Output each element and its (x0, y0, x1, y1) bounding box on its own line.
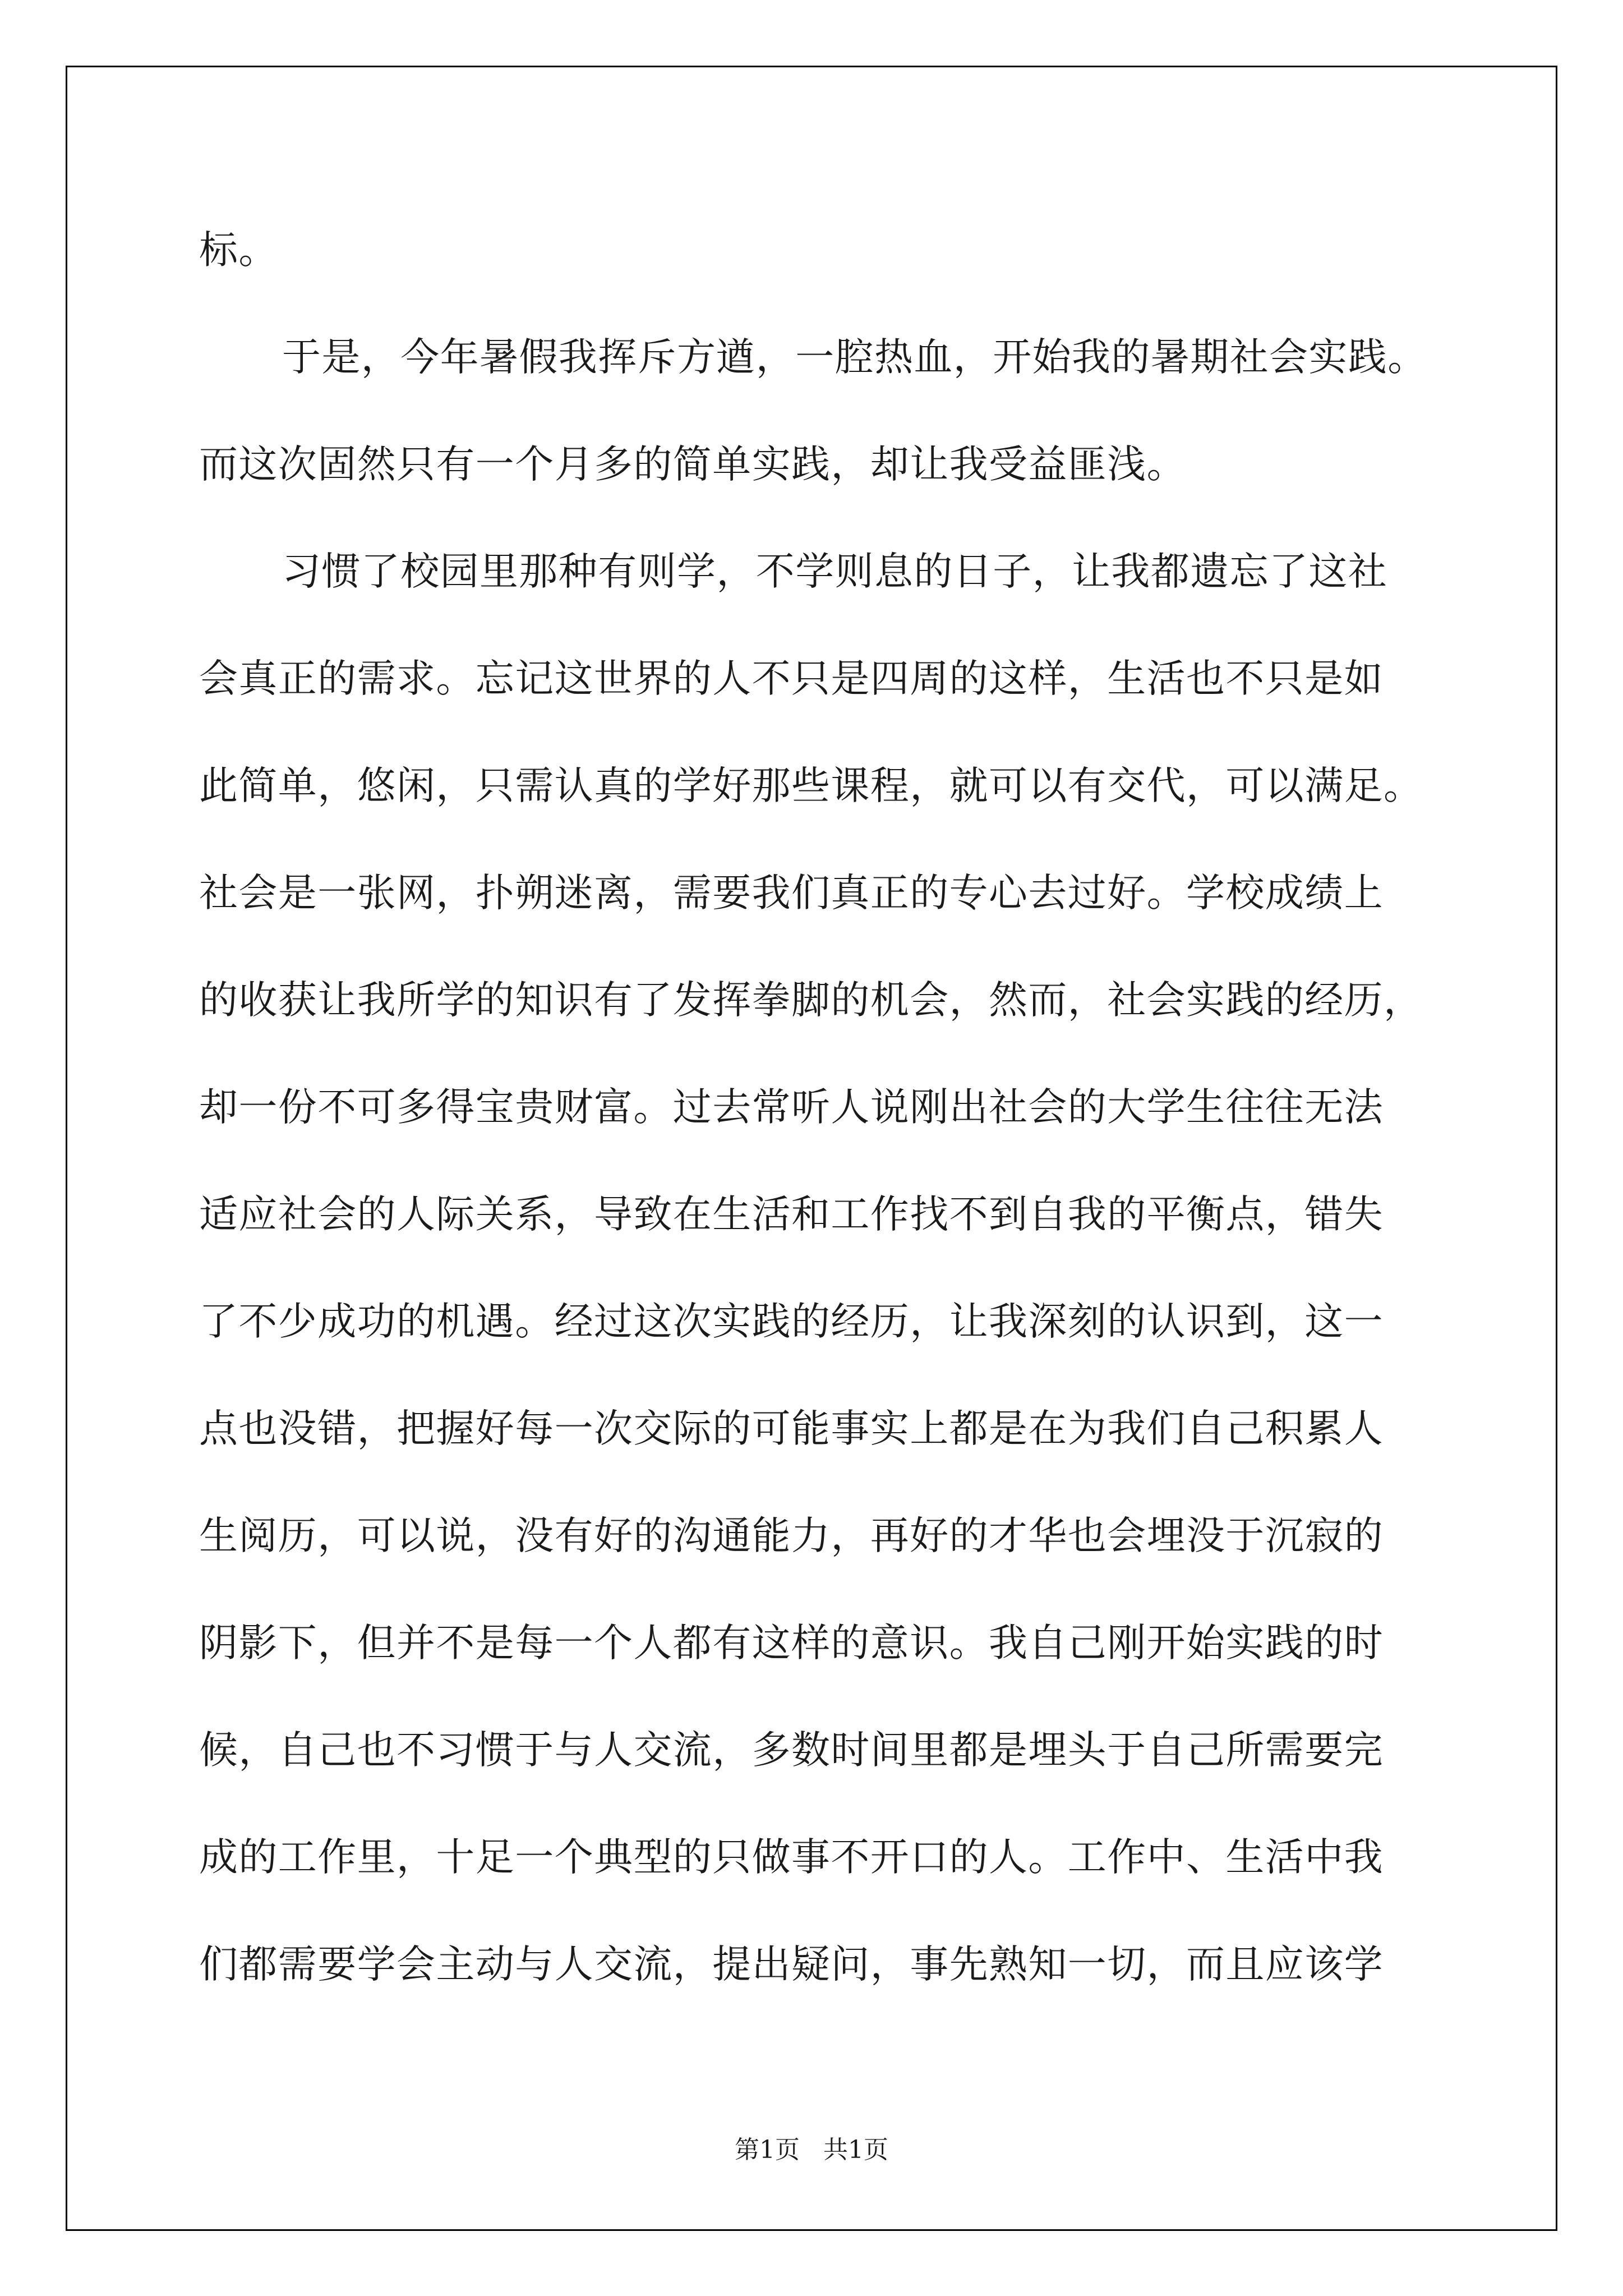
paragraph-2-line-13: 成的工作里，十足一个典型的只做事不开口的人。工作中、生活中我 (199, 1835, 1384, 1880)
paragraph-1-line-1: 于是，今年暑假我挥斥方遒，一腔热血，开始我的暑期社会实践。 (282, 335, 1427, 380)
paragraph-2-line-10: 生阅历，可以说，没有好的沟通能力，再好的才华也会埋没于沉寂的 (199, 1513, 1384, 1558)
paragraph-2-line-1: 习惯了校园里那种有则学，不学则息的日子，让我都遗忘了这社 (282, 549, 1388, 594)
paragraph-2-line-6: 却一份不可多得宝贵财富。过去常听人说刚出社会的大学生往往无法 (199, 1085, 1384, 1130)
paragraph-2-line-9: 点也没错，把握好每一次交际的可能事实上都是在为我们自己积累人 (199, 1406, 1384, 1451)
page-border (66, 66, 1557, 2231)
paragraph-1-line-2: 而这次固然只有一个月多的简单实践，却让我受益匪浅。 (199, 442, 1186, 487)
paragraph-2-line-8: 了不少成功的机遇。经过这次实践的经历，让我深刻的认识到，这一 (199, 1299, 1384, 1344)
text-line-1: 标。 (199, 228, 278, 273)
paragraph-2-line-3: 此简单，悠闲，只需认真的学好那些课程，就可以有交代，可以满足。 (199, 763, 1423, 808)
page-number-footer: 第1页 共1页 (735, 2136, 888, 2164)
paragraph-2-line-11: 阴影下，但并不是每一个人都有这样的意识。我自己刚开始实践的时 (199, 1621, 1384, 1665)
paragraph-2-line-2: 会真正的需求。忘记这世界的人不只是四周的这样，生活也不只是如 (199, 656, 1384, 701)
paragraph-2-line-14: 们都需要学会主动与人交流，提出疑问，事先熟知一切，而且应该学 (199, 1942, 1384, 1987)
paragraph-2-line-4: 社会是一张网，扑朔迷离，需要我们真正的专心去过好。学校成绩上 (199, 871, 1384, 915)
paragraph-2-line-5: 的收获让我所学的知识有了发挥拳脚的机会，然而，社会实践的经历， (199, 978, 1423, 1023)
paragraph-2-line-12: 候，自己也不习惯于与人交流，多数时间里都是埋头于自己所需要完 (199, 1728, 1384, 1773)
paragraph-2-line-7: 适应社会的人际关系，导致在生活和工作找不到自我的平衡点，错失 (199, 1192, 1384, 1237)
